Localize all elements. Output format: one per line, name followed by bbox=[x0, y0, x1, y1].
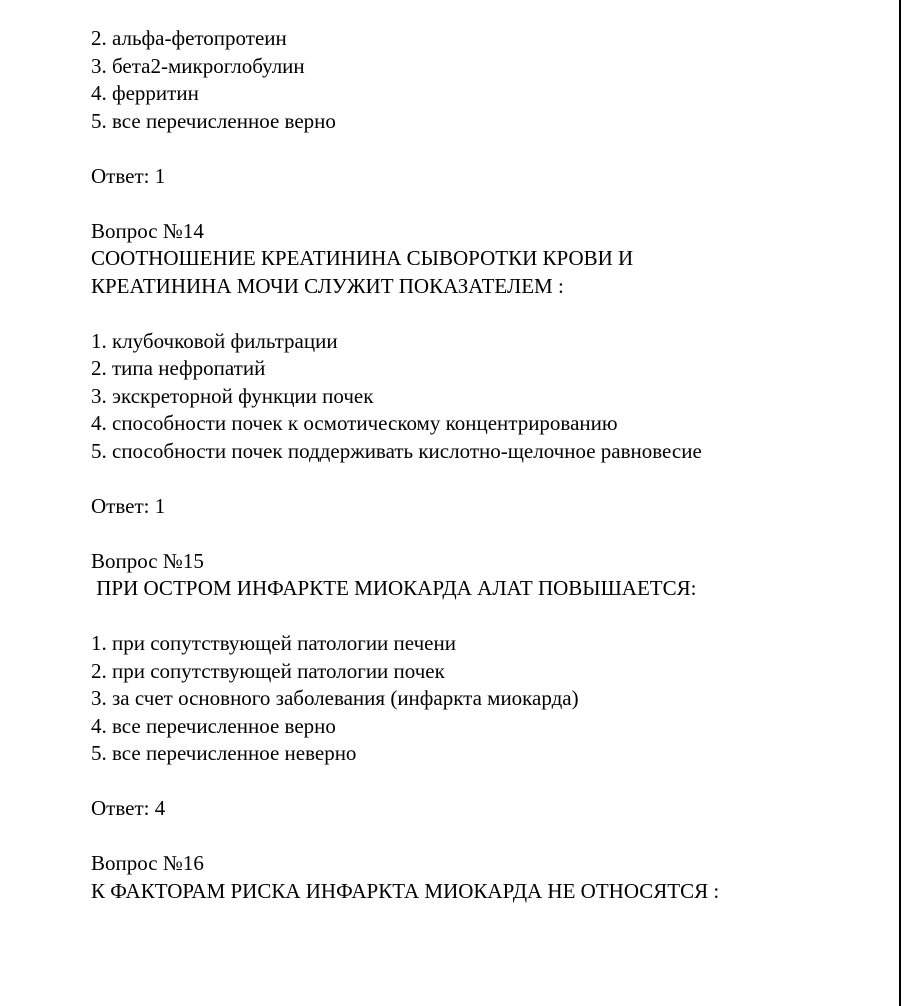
blank-line bbox=[91, 465, 881, 493]
answer-line: Ответ: 1 bbox=[91, 163, 166, 188]
blank-line bbox=[91, 768, 881, 796]
option-item: 1. при сопутствующей патологии печени bbox=[91, 631, 456, 655]
option-item: 5. все перечисленное верно bbox=[91, 108, 336, 133]
option-item: 1. клубочковой фильтрации bbox=[91, 328, 338, 353]
option-item: 3. за счет основного заболевания (инфаркта миокарда) bbox=[91, 686, 579, 710]
blank-line bbox=[91, 300, 881, 328]
option-item: 4. ферритин bbox=[91, 81, 199, 105]
blank-line bbox=[91, 520, 881, 548]
question-number: Вопрос №16 bbox=[91, 851, 204, 875]
document-content bbox=[91, 25, 881, 905]
blank-line bbox=[91, 823, 881, 851]
question-text: СООТНОШЕНИЕ КРЕАТИНИНА СЫВОРОТКИ КРОВИ И bbox=[91, 246, 634, 270]
option-item: 2. типа нефропатий bbox=[91, 356, 266, 380]
option-item: 4. все перечисленное верно bbox=[91, 713, 336, 738]
blank-line bbox=[91, 603, 881, 631]
option-item: 3. бета2-микроглобулин bbox=[91, 53, 305, 78]
option-item: 2. при сопутствующей патологии почек bbox=[91, 658, 445, 683]
question-text: ПРИ ОСТРОМ ИНФАРКТЕ МИОКАРДА АЛАТ ПОВЫШАЕТСЯ: bbox=[91, 576, 697, 600]
option-item: 2. альфа-фетопротеин bbox=[91, 26, 287, 50]
option-item: 3. экскреторной функции почек bbox=[91, 383, 374, 408]
question-number: Вопрос №15 bbox=[91, 548, 204, 573]
question-text: КРЕАТИНИНА МОЧИ СЛУЖИТ ПОКАЗАТЕЛЕМ : bbox=[91, 273, 564, 298]
question-text: К ФАКТОРАМ РИСКА ИНФАРКТА МИОКАРДА НЕ ОТНОСЯТСЯ : bbox=[91, 878, 720, 903]
question-number: Вопрос №14 bbox=[91, 218, 204, 243]
answer-line: Ответ: 4 bbox=[91, 796, 166, 820]
blank-line bbox=[91, 135, 881, 163]
option-item: 5. все перечисленное неверно bbox=[91, 741, 357, 765]
option-item: 5. способности почек поддерживать кислотно-щелочное равновесие bbox=[91, 438, 702, 463]
blank-line bbox=[91, 190, 881, 218]
answer-line: Ответ: 1 bbox=[91, 493, 166, 518]
option-item: 4. способности почек к осмотическому концентрированию bbox=[91, 411, 618, 435]
page-right-border bbox=[899, 0, 901, 1006]
